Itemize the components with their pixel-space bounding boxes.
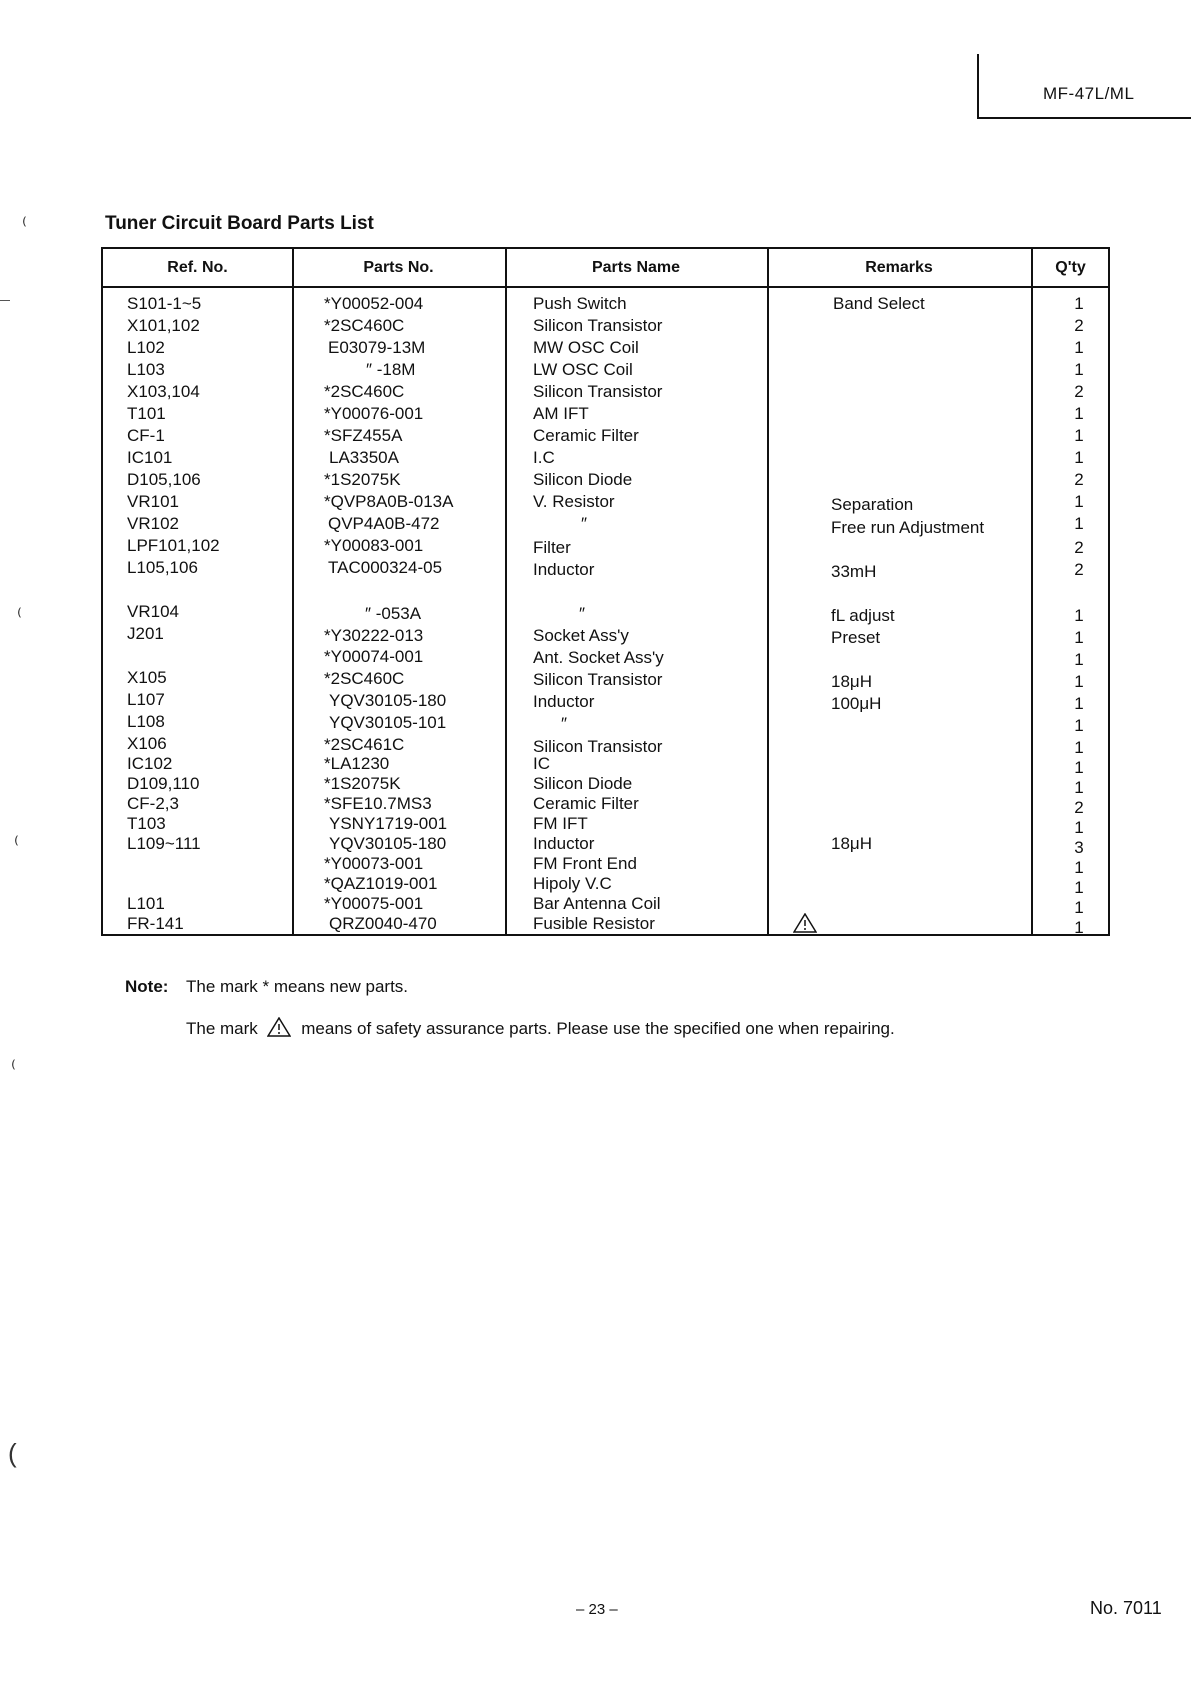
page-title: Tuner Circuit Board Parts List [105,213,374,234]
column-header-remarks: Remarks [865,259,933,276]
cell-parts-name: Silicon Transistor [533,670,663,689]
cell-parts-name: ″ [561,714,568,733]
cell-parts-no: YQV30105-180 [329,834,447,853]
safety-warning-icon [793,913,817,933]
cell-ref-no: L105,106 [127,558,198,577]
cell-parts-name: Inductor [533,834,595,853]
cell-parts-no: *LA1230 [324,754,390,773]
cell-parts-no: *2SC460C [324,316,405,335]
cell-parts-no: YQV30105-180 [329,691,447,710]
cell-ref-no: CF-1 [127,426,165,445]
cell-parts-no: ″ -053A [365,604,422,623]
cell-qty: 1 [1074,492,1084,511]
cell-ref-no: D109,110 [127,774,200,793]
cell-parts-name: Push Switch [533,294,627,313]
note-safety-suffix: means of safety assurance parts. Please use the specified one when repairing. [301,1019,895,1038]
cell-qty: 1 [1074,360,1084,379]
cell-parts-no: TAC000324-05 [328,558,443,577]
cell-ref-no: FR-141 [127,914,184,933]
cell-ref-no: L101 [127,894,165,913]
cell-ref-no: VR104 [127,602,179,621]
cell-parts-name: Silicon Diode [533,470,633,489]
cell-remarks: 18μH [831,834,872,853]
cell-ref-no: IC101 [127,448,173,467]
cell-parts-no: *Y00052-004 [324,294,424,313]
cell-ref-no: T101 [127,404,166,423]
cell-parts-name: FM Front End [533,854,637,873]
cell-qty: 1 [1074,858,1084,877]
cell-remarks: 33mH [831,562,877,581]
cell-parts-no: *Y00083-001 [324,536,424,555]
cell-ref-no: D105,106 [127,470,201,489]
cell-ref-no: VR101 [127,492,179,511]
cell-parts-no: YSNY1719-001 [329,814,448,833]
cell-parts-no: *2SC460C [324,382,405,401]
cell-parts-no: *2SC460C [324,669,405,688]
cell-qty: 2 [1074,560,1084,579]
safety-warning-icon [267,1017,291,1037]
cell-parts-no: E03079-13M [328,338,426,357]
cell-parts-no: ″ -18M [366,360,416,379]
cell-parts-name: Silicon Transistor [533,316,663,335]
cell-parts-name: Ant. Socket Ass'y [533,648,664,667]
cell-qty: 3 [1074,838,1084,857]
cell-qty: 1 [1074,672,1084,691]
cell-parts-no: *Y00075-001 [324,894,424,913]
page-number: – 23 – [576,1601,618,1618]
cell-parts-name: AM IFT [533,404,589,423]
cell-parts-no: *1S2075K [324,774,401,793]
cell-qty: 1 [1074,758,1084,777]
cell-qty: 1 [1074,694,1084,713]
column-header-parts-no: Parts No. [363,259,434,276]
cell-ref-no: L102 [127,338,165,357]
cell-qty: 1 [1074,404,1084,423]
cell-remarks: Band Select [833,294,925,313]
margin-mark: ⁽ [14,834,19,856]
cell-parts-name: LW OSC Coil [533,360,633,379]
cell-parts-no: *Y00074-001 [324,647,424,666]
cell-qty: 1 [1074,650,1084,669]
cell-parts-no: QRZ0040-470 [329,914,437,933]
cell-parts-name: FM IFT [533,814,588,833]
cell-qty: 1 [1074,878,1084,897]
cell-parts-name: ″ [579,604,586,623]
margin-mark: ⁽ [17,606,22,628]
cell-remarks: 18μH [831,672,872,691]
cell-parts-no: QVP4A0B-472 [328,514,440,533]
cell-qty: 1 [1074,294,1084,313]
cell-parts-name: Bar Antenna Coil [533,894,661,913]
cell-ref-no: VR102 [127,514,179,533]
cell-remarks: 100μH [831,694,882,713]
document-number: No. 7011 [1090,1598,1162,1618]
cell-parts-no: *SFE10.7MS3 [324,794,432,813]
cell-parts-name: Hipoly V.C [533,874,612,893]
column-header-parts-name: Parts Name [591,259,681,276]
cell-parts-name: Ceramic Filter [533,794,639,813]
cell-qty: 2 [1074,382,1084,401]
cell-ref-no: X106 [127,734,167,753]
cell-remarks: Preset [831,628,881,647]
cell-qty: 1 [1074,918,1084,937]
cell-ref-no: T103 [127,814,166,833]
cell-qty: 2 [1074,470,1084,489]
cell-parts-name: Inductor [533,560,595,579]
cell-ref-no: X105 [127,668,167,687]
margin-mark: ⁽ [11,1058,16,1080]
column-divider [292,249,294,934]
cell-parts-no: *SFZ455A [324,426,403,445]
cell-parts-name: V. Resistor [533,492,615,511]
cell-qty: 2 [1074,538,1084,557]
cell-qty: 1 [1074,818,1084,837]
note-safety-parts [186,1017,895,1039]
cell-qty: 1 [1074,716,1084,735]
column-divider [767,249,769,934]
margin-mark: ( [8,1438,17,1468]
cell-qty: 1 [1074,426,1084,445]
cell-parts-name: ″ [581,514,588,533]
cell-parts-no: *2SC461C [324,735,405,754]
cell-parts-name: I.C [533,448,555,467]
cell-qty: 1 [1074,606,1084,625]
cell-parts-name: Ceramic Filter [533,426,639,445]
cell-ref-no: S101-1~5 [127,294,202,313]
cell-parts-no: *Y00073-001 [324,854,424,873]
cell-remarks: Separation [831,495,914,514]
cell-remarks: Free run Adjustment [831,518,985,537]
cell-qty: 1 [1074,514,1084,533]
cell-ref-no: L109~111 [127,834,201,853]
cell-parts-name: Inductor [533,692,595,711]
cell-qty: 1 [1074,898,1084,917]
cell-parts-name: MW OSC Coil [533,338,639,357]
cell-ref-no: X101,102 [127,316,200,335]
cell-qty: 1 [1074,778,1084,797]
cell-parts-name: Fusible Resistor [533,914,655,933]
note-label: Note: [125,977,169,996]
column-header-ref-no: Ref. No. [167,259,228,276]
margin-dash [0,300,10,301]
cell-parts-name: Silicon Diode [533,774,633,793]
cell-qty: 1 [1074,738,1084,757]
note-safety-prefix: The mark [186,1019,258,1038]
cell-parts-no: *QAZ1019-001 [324,874,438,893]
parts-table [101,247,1110,936]
cell-parts-name: Socket Ass'y [533,626,629,645]
column-header-qty: Q'ty [1055,259,1086,276]
cell-parts-name: Filter [533,538,571,557]
cell-remarks: fL adjust [831,606,895,625]
cell-ref-no: L103 [127,360,165,379]
cell-qty: 2 [1074,798,1084,817]
margin-mark: ⁽ [22,215,27,237]
cell-parts-name: Silicon Transistor [533,382,663,401]
cell-qty: 2 [1074,316,1084,335]
cell-parts-no: *QVP8A0B-013A [324,492,454,511]
cell-ref-no: X103,104 [127,382,200,401]
cell-parts-no: YQV30105-101 [329,713,447,732]
cell-ref-no: L107 [127,690,165,709]
cell-parts-no: LA3350A [329,448,399,467]
cell-ref-no: J201 [127,624,164,643]
cell-parts-name: IC [533,754,550,773]
column-divider [505,249,507,934]
model-number: MF-47L/ML [1043,84,1135,103]
cell-parts-no: *Y30222-013 [324,626,424,645]
cell-qty: 1 [1074,628,1084,647]
cell-ref-no: L108 [127,712,165,731]
cell-ref-no: CF-2,3 [127,794,179,813]
cell-qty: 1 [1074,448,1084,467]
note-new-parts: The mark * means new parts. [186,977,409,996]
cell-parts-no: *Y00076-001 [324,404,424,423]
cell-ref-no: LPF101,102 [127,536,220,555]
cell-parts-name: Silicon Transistor [533,737,663,756]
cell-qty: 1 [1074,338,1084,357]
column-divider [1031,249,1033,934]
cell-ref-no: IC102 [127,754,173,773]
cell-parts-no: *1S2075K [324,470,401,489]
